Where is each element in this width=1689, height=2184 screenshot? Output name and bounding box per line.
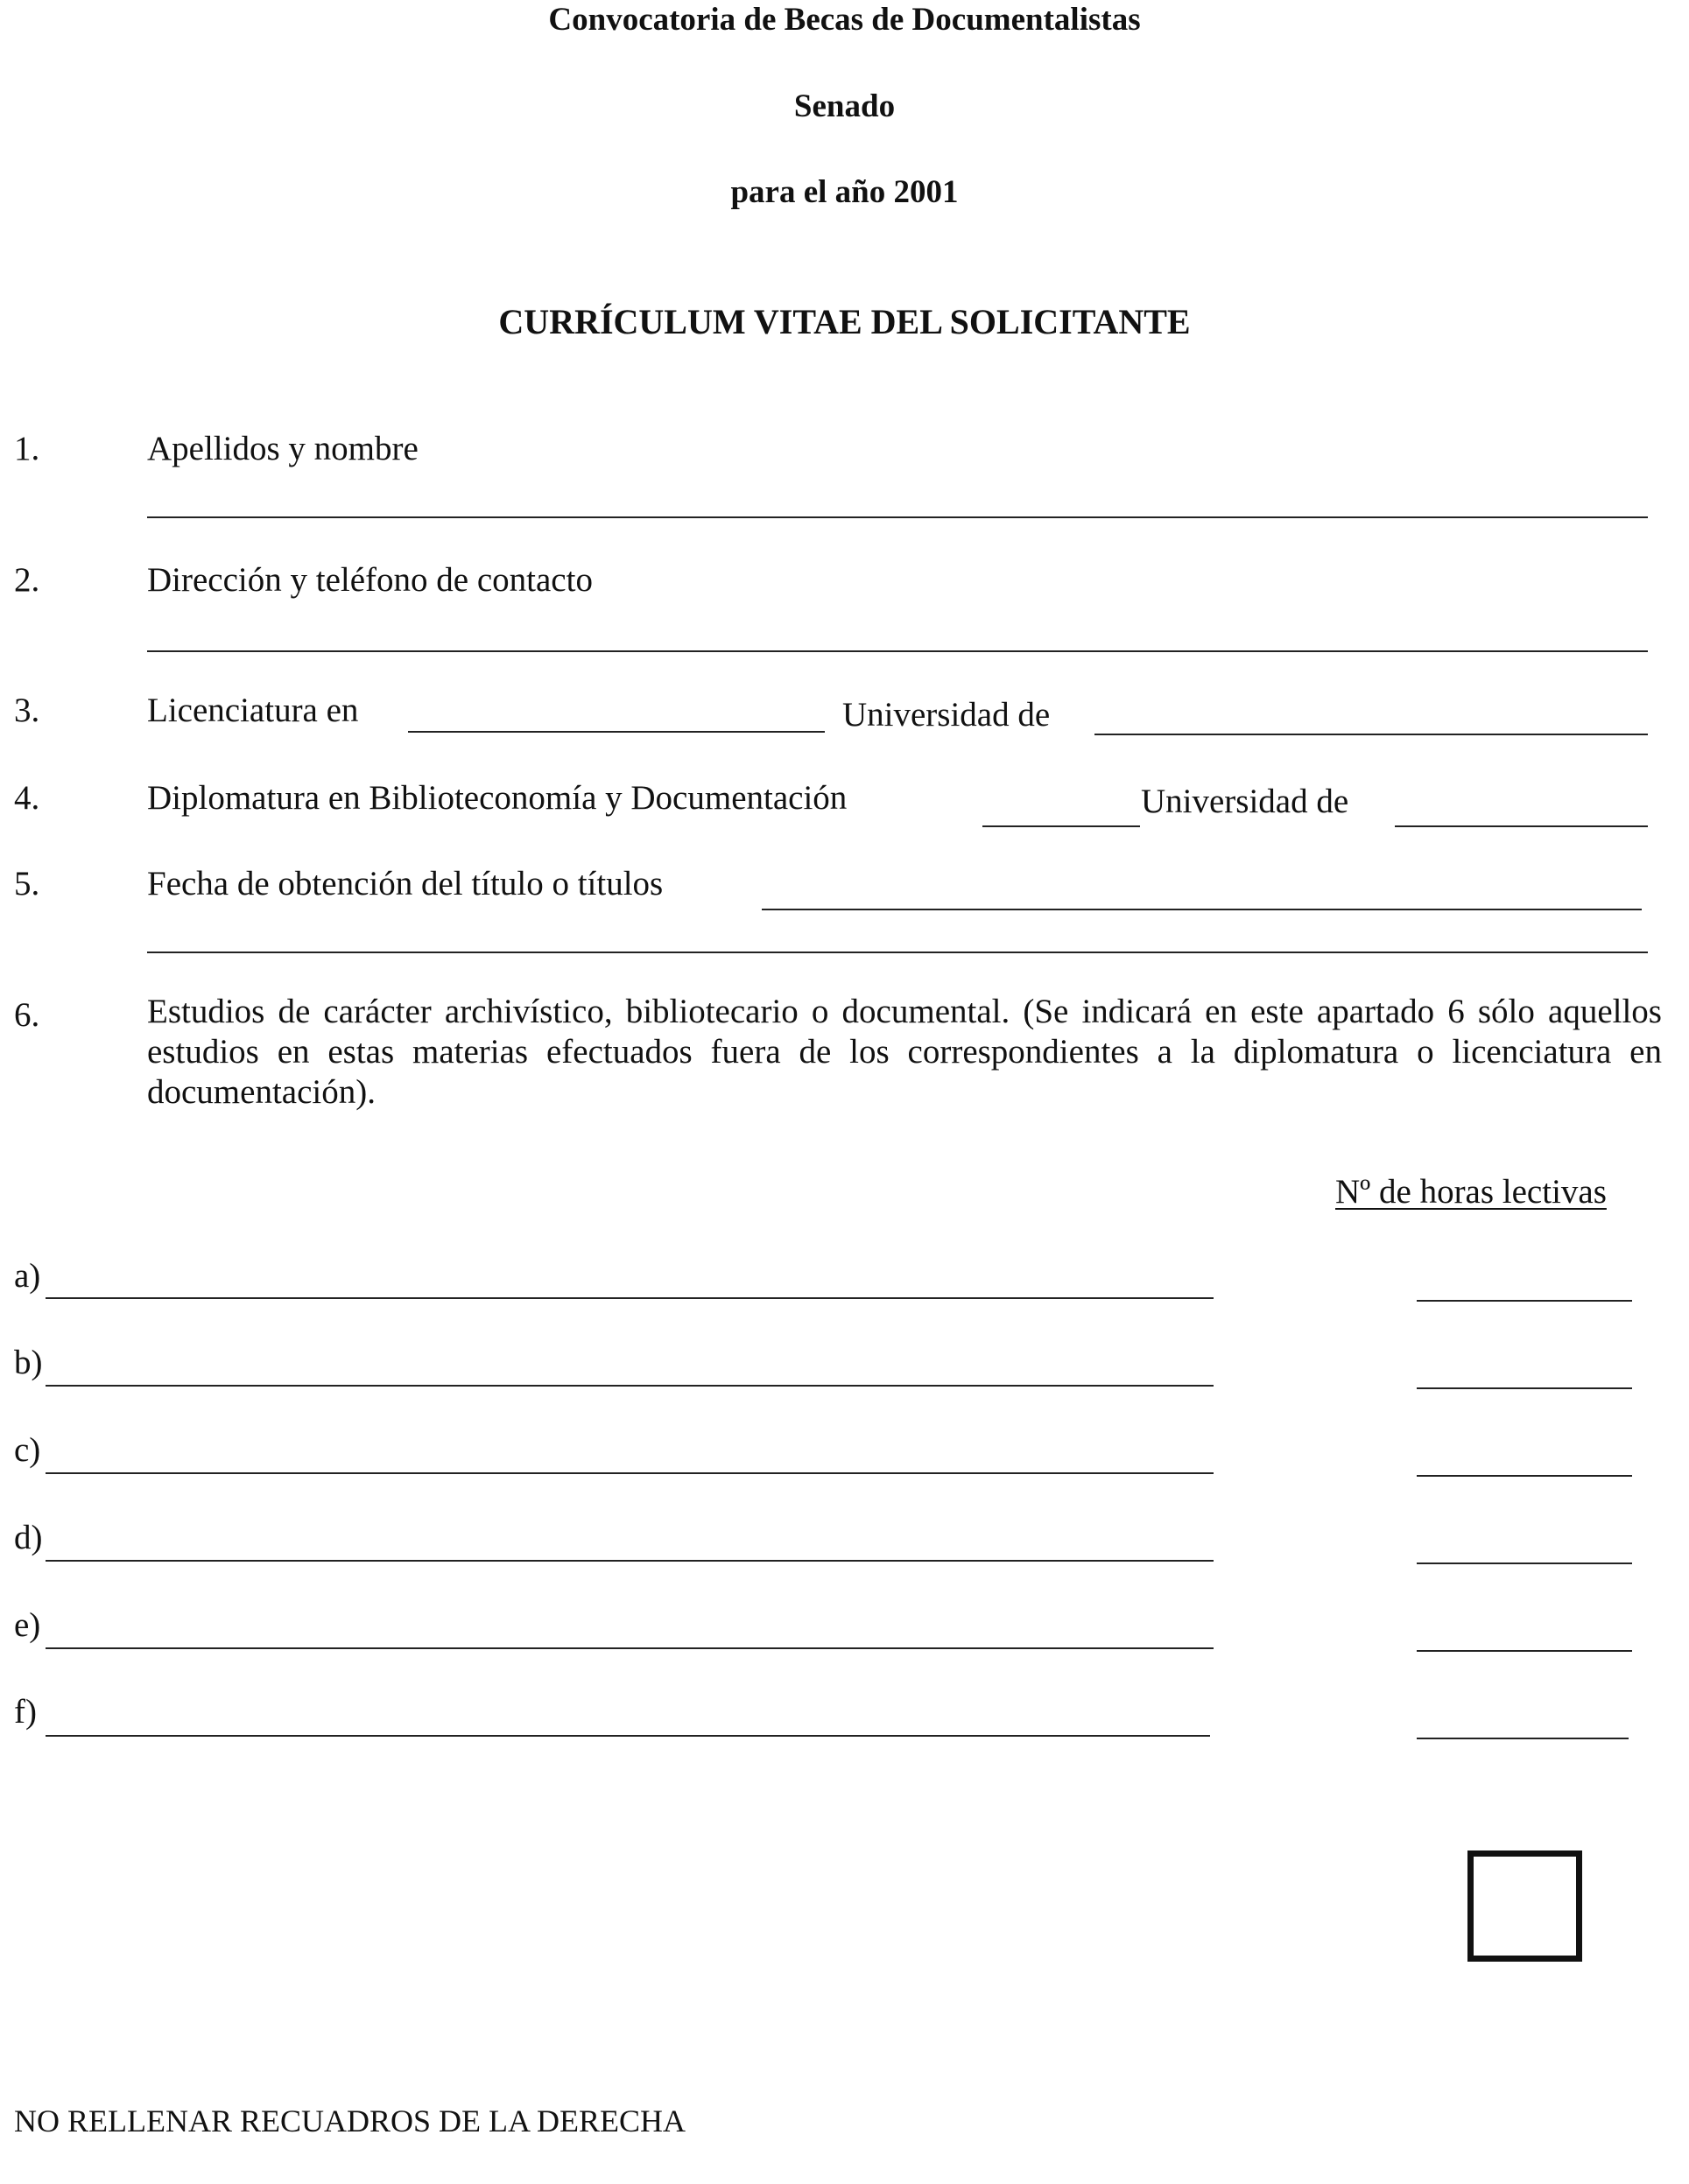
study-field-line[interactable] xyxy=(46,1735,1210,1737)
degree-university-label: Universidad de xyxy=(842,696,1051,734)
diploma-university-label: Universidad de xyxy=(1141,783,1349,820)
hours-column-header: Nº de horas lectivas xyxy=(1335,1173,1607,1211)
hours-field-line[interactable] xyxy=(1417,1300,1632,1302)
degree-field-line[interactable] xyxy=(408,731,825,733)
degree-university-field-line[interactable] xyxy=(1094,734,1648,735)
item-number: 4. xyxy=(14,779,40,817)
section-title: CURRÍCULUM VITAE DEL SOLICITANTE xyxy=(498,302,1191,341)
graduation-date-field-line[interactable] xyxy=(762,909,1642,910)
study-row-label: f) xyxy=(14,1693,37,1731)
item-number: 2. xyxy=(14,561,40,599)
footer-note: NO RELLENAR RECUADROS DE LA DERECHA xyxy=(14,2103,686,2138)
name-field-line[interactable] xyxy=(147,516,1648,518)
studies-description: Estudios de carácter archivístico, bibliotecario o documental. (Se indicará en este apartado 6 sólo aquellos estudios en estas materias efectuados fuera de los correspondientes a la diplomatura o licenciatura en documentación). xyxy=(147,993,1662,1111)
item-number: 3. xyxy=(14,692,40,729)
study-field-line[interactable] xyxy=(46,1472,1214,1474)
study-field-line[interactable] xyxy=(46,1385,1214,1387)
graduation-date-field-line-2[interactable] xyxy=(147,952,1648,953)
study-row-label: d) xyxy=(14,1519,43,1556)
hours-field-line[interactable] xyxy=(1417,1387,1632,1389)
address-field-line[interactable] xyxy=(147,650,1648,652)
study-field-line[interactable] xyxy=(46,1297,1214,1299)
item-number: 6. xyxy=(14,996,40,1034)
hours-field-line[interactable] xyxy=(1417,1738,1629,1739)
diploma-field-line[interactable] xyxy=(982,825,1140,827)
item-number: 1. xyxy=(14,430,40,467)
study-row-label: b) xyxy=(14,1344,43,1381)
hours-field-line[interactable] xyxy=(1417,1650,1632,1652)
office-use-box xyxy=(1467,1850,1582,1962)
hours-field-line[interactable] xyxy=(1417,1475,1632,1477)
form-title: Convocatoria de Becas de Documentalistas xyxy=(548,2,1141,38)
study-field-line[interactable] xyxy=(46,1560,1214,1562)
diploma-university-field-line[interactable] xyxy=(1395,825,1648,827)
name-label: Apellidos y nombre xyxy=(147,430,419,467)
diploma-label: Diplomatura en Biblioteconomía y Documentación xyxy=(147,779,848,817)
address-label: Dirección y teléfono de contacto xyxy=(147,561,593,599)
degree-label: Licenciatura en xyxy=(147,692,359,729)
study-row-label: c) xyxy=(14,1431,41,1469)
study-field-line[interactable] xyxy=(46,1647,1214,1649)
institution-name: Senado xyxy=(793,88,896,124)
study-row-label: e) xyxy=(14,1606,41,1644)
graduation-date-label: Fecha de obtención del título o títulos xyxy=(147,865,664,902)
item-number: 5. xyxy=(14,865,40,902)
hours-field-line[interactable] xyxy=(1417,1563,1632,1564)
study-row-label: a) xyxy=(14,1257,41,1295)
form-year: para el año 2001 xyxy=(730,174,959,210)
